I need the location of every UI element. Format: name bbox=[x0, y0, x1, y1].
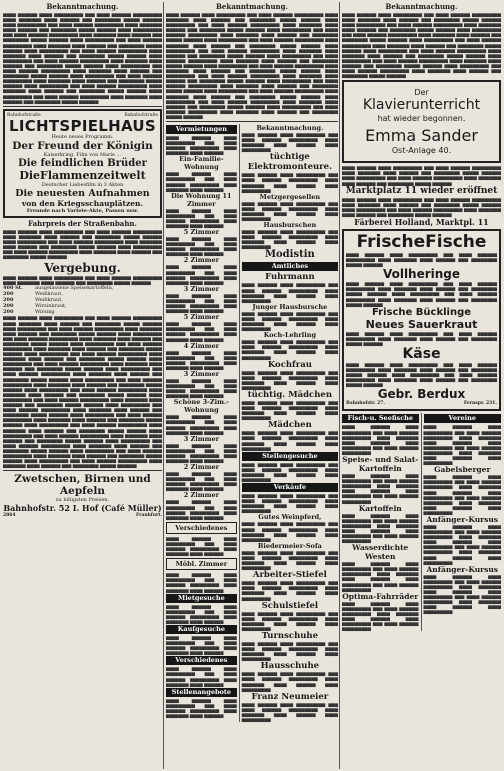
classified-heading: Hausburschen bbox=[263, 221, 317, 230]
classified-body: ▆▆▆▆ ▆▆▆▆▆▆ ▆▆▆▆ ▆▆▆▆▆▆▆▆▆ ▆▆▆ ▆▆▆▆ ▆▆▆▆▆▆ ▆▆▆▆▆▆▆▆▆ ▆▆▆▆ ▆▆▆▆▆▆▆ ▆▆▆▆ ▆▆▆▆▆▆ ▆▆▆▆ ▆▆▆▆▆▆▆▆▆ bbox=[241, 549, 338, 571]
price-qty: 200 bbox=[3, 291, 14, 298]
col3-lower-left bbox=[342, 413, 422, 631]
film3-sub: Deutscher Liebesfilm in 3 Akten bbox=[41, 181, 124, 188]
film4-title: Die neuesten Aufnahmen bbox=[15, 187, 150, 199]
column-rule bbox=[163, 2, 164, 769]
classified-body: ▆▆▆▆ ▆▆▆▆▆▆ ▆▆▆▆ ▆▆▆▆▆▆▆▆▆ ▆▆▆ ▆▆▆▆ ▆▆▆▆▆▆ ▆▆▆▆▆▆▆▆▆ ▆▆▆▆ ▆▆▆▆▆▆▆ ▆▆▆▆ ▆▆▆▆▆▆ ▆▆▆▆ ▆▆▆▆▆▆▆▆▆ bbox=[241, 671, 338, 692]
classified-body: ▆▆▆▆ ▆▆▆▆▆▆ ▆▆▆▆ ▆▆▆▆▆▆▆▆▆ ▆▆▆ ▆▆▆▆ ▆▆▆▆▆▆ ▆▆▆▆▆▆▆▆▆ ▆▆▆▆ ▆▆▆▆▆▆▆ ▆▆▆▆ ▆▆▆▆▆▆ bbox=[166, 603, 237, 624]
col3-ad-body: ▆▆▆▆ ▆▆▆▆▆▆ ▆▆▆▆ ▆▆▆▆▆▆▆▆▆ ▆▆▆ ▆▆▆▆ ▆▆▆▆▆▆ ▆▆▆▆▆▆▆▆▆ ▆▆▆▆ ▆▆▆▆▆▆▆ ▆▆▆▆ ▆▆▆▆▆▆ ▆▆▆▆ ▆▆▆▆▆▆▆▆▆ ▆▆▆ ▆▆▆▆ ▆▆▆▆▆▆ ▆▆▆▆▆▆▆▆▆ bbox=[342, 473, 419, 504]
classified-body: ▆▆▆▆ ▆▆▆▆▆▆ ▆▆▆▆ ▆▆▆▆▆▆▆▆▆ ▆▆▆ ▆▆▆▆ ▆▆▆▆▆▆ ▆▆▆▆▆▆▆▆▆ ▆▆▆▆ ▆▆▆▆▆▆▆ ▆▆▆▆ ▆▆▆▆▆▆ bbox=[166, 666, 237, 687]
fahrpreis-title: Fahrpreis der Straßenbahn. bbox=[28, 218, 137, 228]
classified-heading: Hausschuhe bbox=[260, 661, 320, 672]
classified-body: ▆▆▆▆ ▆▆▆▆▆▆ ▆▆▆▆ ▆▆▆▆▆▆▆▆▆ ▆▆▆ ▆▆▆▆ ▆▆▆▆▆▆ ▆▆▆▆▆▆▆▆▆ ▆▆▆▆ ▆▆▆▆▆▆▆ ▆▆▆▆ ▆▆▆▆▆▆ ▆▆▆▆ ▆▆▆▆▆▆▆▆▆ bbox=[241, 339, 338, 360]
classified-body: ▆▆▆▆ ▆▆▆▆▆▆ ▆▆▆▆ ▆▆▆▆▆▆▆▆▆ ▆▆▆ ▆▆▆▆ ▆▆▆▆▆▆ ▆▆▆▆▆▆▆▆▆ ▆▆▆▆ ▆▆▆▆▆▆▆ ▆▆▆▆ ▆▆▆▆▆▆ bbox=[166, 292, 237, 314]
price-item: Weißkraut, bbox=[35, 297, 63, 304]
classified-body: ▆▆▆▆ ▆▆▆▆▆▆ ▆▆▆▆ ▆▆▆▆▆▆▆▆▆ ▆▆▆ ▆▆▆▆ ▆▆▆▆▆▆ ▆▆▆▆▆▆▆▆▆ ▆▆▆▆ ▆▆▆▆▆▆▆ ▆▆▆▆ ▆▆▆▆▆▆ ▆▆▆▆ ▆▆▆▆▆▆▆▆▆ bbox=[241, 640, 338, 662]
ff-kaese: Käse bbox=[402, 346, 441, 362]
ff-gebr: Gebr. Berdux bbox=[377, 387, 466, 402]
faerberei-body: ▆▆▆▆ ▆▆▆▆▆▆ ▆▆▆▆ ▆▆▆▆▆▆▆▆▆ ▆▆▆ ▆▆▆▆ ▆▆▆▆▆▆ ▆▆▆▆▆▆▆▆▆ ▆▆▆▆ ▆▆▆▆▆▆▆ ▆▆▆▆ ▆▆▆▆▆▆ ▆▆▆ ▆▆▆▆▆▆▆▆ ▆▆▆▆▆ ▆▆▆▆▆▆ ▆▆▆▆ ▆▆▆▆▆▆▆▆▆ ▆▆▆ ▆▆▆▆ ▆▆▆▆▆▆ ▆▆▆▆▆▆▆▆▆ ▆▆▆▆ ▆▆▆▆▆▆▆ ▆▆▆▆ ▆▆▆▆▆▆ ▆▆▆ ▆▆▆▆▆▆▆▆ ▆▆▆▆▆ ▆▆▆▆▆▆ bbox=[342, 196, 501, 217]
classified-heading: Biedermeier-Sofa bbox=[257, 541, 322, 550]
classified-heading: Schulstiefel bbox=[261, 600, 319, 611]
classified-heading: Franz Neumeier bbox=[251, 691, 329, 702]
classified-body: ▆▆▆▆ ▆▆▆▆▆▆ ▆▆▆▆ ▆▆▆▆▆▆▆▆▆ ▆▆▆ ▆▆▆▆ ▆▆▆▆▆▆ ▆▆▆▆▆▆▆▆▆ ▆▆▆▆ ▆▆▆▆▆▆▆ ▆▆▆▆ ▆▆▆▆▆▆ ▆▆▆▆ ▆▆▆▆▆▆▆▆▆ bbox=[241, 200, 338, 221]
classified-heading: 3 Zimmer bbox=[183, 369, 220, 378]
classified-heading: 2 Zimmer bbox=[183, 491, 220, 500]
col3-ad-body: ▆▆▆▆ ▆▆▆▆▆▆ ▆▆▆▆ ▆▆▆▆▆▆▆▆▆ ▆▆▆ ▆▆▆▆ ▆▆▆▆▆▆ ▆▆▆▆▆▆▆▆▆ ▆▆▆▆ ▆▆▆▆▆▆▆ ▆▆▆▆ ▆▆▆▆▆▆ ▆▆▆▆ ▆▆▆▆▆▆▆▆▆ ▆▆▆ ▆▆▆▆ ▆▆▆▆▆▆ ▆▆▆▆▆▆▆▆▆ bbox=[342, 561, 419, 592]
column-rule bbox=[339, 2, 340, 769]
price-item: Weißkraut, bbox=[35, 291, 63, 298]
lich-footer: Freunde nach Variete-Akte, Passen usw. bbox=[26, 207, 139, 214]
classified-body: ▆▆▆▆ ▆▆▆▆▆▆ ▆▆▆▆ ▆▆▆▆▆▆▆▆▆ ▆▆▆ ▆▆▆▆ ▆▆▆▆▆▆ ▆▆▆▆▆▆▆▆▆ ▆▆▆▆ ▆▆▆▆▆▆▆ ▆▆▆▆ ▆▆▆▆▆▆ bbox=[166, 572, 237, 593]
price-item: ausgelassene Speisekartoffeln, bbox=[35, 285, 114, 292]
classified-heading: Bekanntmachung. bbox=[256, 123, 324, 132]
col3-verein-body: ▆▆▆▆ ▆▆▆▆▆▆ ▆▆▆▆ ▆▆▆▆▆▆▆▆▆ ▆▆▆ ▆▆▆▆ ▆▆▆▆▆▆ ▆▆▆▆▆▆▆▆▆ ▆▆▆▆ ▆▆▆▆▆▆▆ ▆▆▆▆ ▆▆▆▆▆▆ ▆▆▆▆ ▆▆▆▆▆▆▆▆▆ ▆▆▆ ▆▆▆▆ ▆▆▆▆▆▆ ▆▆▆▆▆▆▆▆▆ ▆▆▆▆ ▆▆▆▆▆▆▆ ▆▆▆▆ ▆▆▆▆▆▆ ▆▆▆▆ ▆▆▆▆▆▆▆▆▆ bbox=[423, 523, 501, 565]
classified-body: ▆▆▆▆ ▆▆▆▆▆▆ ▆▆▆▆ ▆▆▆▆▆▆▆▆▆ ▆▆▆ ▆▆▆▆ ▆▆▆▆▆▆ ▆▆▆▆▆▆▆▆▆ ▆▆▆▆ ▆▆▆▆▆▆▆ ▆▆▆▆ ▆▆▆▆▆▆ bbox=[166, 634, 237, 656]
bottom-ad-sub: zu billigsten Preisen. bbox=[55, 497, 110, 504]
col2-notice-body: ▆▆▆▆ ▆▆▆▆▆▆ ▆▆▆▆ ▆▆▆▆▆▆▆▆▆ ▆▆▆ ▆▆▆▆ ▆▆▆▆▆▆ ▆▆▆▆▆▆▆▆▆ ▆▆▆▆ ▆▆▆▆▆▆▆ ▆▆▆▆ ▆▆▆▆▆▆ ▆▆▆ ▆▆▆▆▆▆▆▆ ▆▆▆▆▆ ▆▆▆▆▆▆ ▆▆▆▆ ▆▆▆▆▆▆▆▆▆ ▆▆▆ ▆▆▆▆ ▆▆▆▆▆▆ ▆▆▆▆▆▆▆▆▆ ▆▆▆▆ ▆▆▆▆▆▆▆ ▆▆▆▆ ▆▆▆▆▆▆ ▆▆▆ ▆▆▆▆▆▆▆▆ ▆▆▆▆▆ ▆▆▆▆▆▆ ▆▆▆▆ ▆▆▆▆▆▆▆▆▆ ▆▆▆ ▆▆▆▆ ▆▆▆▆▆▆ ▆▆▆▆▆▆▆▆▆ ▆▆▆▆ ▆▆▆▆▆▆▆ ▆▆▆▆ ▆▆▆▆▆▆ ▆▆▆ ▆▆▆▆▆▆▆▆ ▆▆▆▆▆ ▆▆▆▆▆▆ ▆▆▆▆ ▆▆▆▆▆▆▆▆▆ ▆▆▆ ▆▆▆▆ ▆▆▆▆▆▆ ▆▆▆▆▆▆▆▆▆ ▆▆▆▆ ▆▆▆▆▆▆▆ ▆▆▆▆ ▆▆▆▆▆▆ ▆▆▆ ▆▆▆▆▆▆▆▆ ▆▆▆▆▆ ▆▆▆▆▆▆ ▆▆▆▆ ▆▆▆▆▆▆▆▆▆ ▆▆▆ ▆▆▆▆ ▆▆▆▆▆▆ ▆▆▆▆▆▆▆▆▆ ▆▆▆▆ ▆▆▆▆▆▆▆ ▆▆▆▆ ▆▆▆▆▆▆ ▆▆▆ ▆▆▆▆▆▆▆▆ ▆▆▆▆▆ ▆▆▆▆▆▆ ▆▆▆▆ ▆▆▆▆▆▆▆▆▆ ▆▆▆ ▆▆▆▆ ▆▆▆▆▆▆ ▆▆▆▆▆▆▆▆▆ ▆▆▆▆ ▆▆▆▆▆▆▆ ▆▆▆▆ ▆▆▆▆▆▆ ▆▆▆ ▆▆▆▆▆▆▆▆ ▆▆▆▆▆ ▆▆▆▆▆▆ ▆▆▆▆ ▆▆▆▆▆▆▆▆▆ ▆▆▆ ▆▆▆▆ ▆▆▆▆▆▆ ▆▆▆▆▆▆▆▆▆ ▆▆▆▆ ▆▆▆▆▆▆▆ ▆▆▆▆ ▆▆▆▆▆▆ ▆▆▆ ▆▆▆▆▆▆▆▆ ▆▆▆▆▆ ▆▆▆▆▆▆ ▆▆▆▆ ▆▆▆▆▆▆▆▆▆ ▆▆▆ ▆▆▆▆ ▆▆▆▆▆▆ ▆▆▆▆▆▆▆▆▆ ▆▆▆▆ ▆▆▆▆▆▆▆ ▆▆▆▆ ▆▆▆▆▆▆ ▆▆▆ ▆▆▆▆▆▆▆▆ ▆▆▆▆▆ ▆▆▆▆▆▆ ▆▆▆▆ ▆▆▆▆▆▆▆▆▆ ▆▆▆ ▆▆▆▆ ▆▆▆▆▆▆ ▆▆▆▆▆▆▆▆▆ ▆▆▆▆ ▆▆▆▆▆▆▆ ▆▆▆▆ ▆▆▆▆▆▆ ▆▆▆ ▆▆▆▆▆▆▆▆ ▆▆▆▆▆ ▆▆▆▆▆▆ ▆▆▆▆ ▆▆▆▆▆▆▆▆▆ ▆▆▆ ▆▆▆▆ ▆▆▆▆▆▆ ▆▆▆▆▆▆▆▆▆ ▆▆▆▆ ▆▆▆▆▆▆▆ ▆▆▆▆ ▆▆▆▆▆▆ ▆▆▆ ▆▆▆▆▆▆▆▆ ▆▆▆▆▆ ▆▆▆▆▆▆ ▆▆▆▆ ▆▆▆▆▆▆▆▆▆ ▆▆▆ ▆▆▆▆ ▆▆▆▆▆▆ ▆▆▆▆▆▆▆▆▆ ▆▆▆▆ ▆▆▆▆▆▆▆ ▆▆▆▆ ▆▆▆▆▆▆ ▆▆▆ ▆▆▆▆▆▆▆▆ ▆▆▆▆▆ ▆▆▆▆▆▆ ▆▆▆▆ ▆▆▆▆▆▆▆▆▆ ▆▆▆ ▆▆▆▆ ▆▆▆▆▆▆ ▆▆▆▆▆▆▆▆▆ ▆▆▆▆ ▆▆▆▆▆▆▆ ▆▆▆▆ ▆▆▆▆▆▆ ▆▆▆ ▆▆▆▆▆▆▆▆ ▆▆▆▆▆ ▆▆▆▆▆▆ bbox=[166, 12, 338, 119]
bottom-address: Bahnhofstr. 52 I. Hof (Café Müller) bbox=[3, 503, 162, 514]
price-qty: 200 bbox=[3, 303, 14, 310]
classified-heading: 4 Zimmer bbox=[183, 341, 220, 350]
classified-body: ▆▆▆▆ ▆▆▆▆▆▆ ▆▆▆▆ ▆▆▆▆▆▆▆▆▆ ▆▆▆ ▆▆▆▆ ▆▆▆▆▆▆ ▆▆▆▆▆▆▆▆▆ ▆▆▆▆ ▆▆▆▆▆▆▆ ▆▆▆▆ ▆▆▆▆▆▆ ▆▆▆▆ ▆▆▆▆▆▆▆▆▆ bbox=[241, 310, 338, 332]
col3-verein-body: ▆▆▆▆ ▆▆▆▆▆▆ ▆▆▆▆ ▆▆▆▆▆▆▆▆▆ ▆▆▆ ▆▆▆▆ ▆▆▆▆▆▆ ▆▆▆▆▆▆▆▆▆ ▆▆▆▆ ▆▆▆▆▆▆▆ ▆▆▆▆ ▆▆▆▆▆▆ ▆▆▆▆ ▆▆▆▆▆▆▆▆▆ ▆▆▆ ▆▆▆▆ ▆▆▆▆▆▆ ▆▆▆▆▆▆▆▆▆ ▆▆▆▆ ▆▆▆▆▆▆▆ ▆▆▆▆ ▆▆▆▆▆▆ ▆▆▆▆ ▆▆▆▆▆▆▆▆▆ bbox=[423, 424, 501, 466]
col3-verein-heading: Anfänger-Kursus bbox=[426, 564, 499, 574]
classified-heading: Mädchen bbox=[267, 420, 312, 431]
classified-body: ▆▆▆▆ ▆▆▆▆▆▆ ▆▆▆▆ ▆▆▆▆▆▆▆▆▆ ▆▆▆ ▆▆▆▆ ▆▆▆▆▆▆ ▆▆▆▆▆▆▆▆▆ ▆▆▆▆ ▆▆▆▆▆▆▆ ▆▆▆▆ ▆▆▆▆▆▆ bbox=[166, 264, 237, 285]
col3-ad-heading: Kartoffeln bbox=[358, 503, 402, 513]
classified-heading: Kochfrau bbox=[267, 359, 312, 370]
col3-ad-body: ▆▆▆▆ ▆▆▆▆▆▆ ▆▆▆▆ ▆▆▆▆▆▆▆▆▆ ▆▆▆ ▆▆▆▆ ▆▆▆▆▆▆ ▆▆▆▆▆▆▆▆▆ ▆▆▆▆ ▆▆▆▆▆▆▆ ▆▆▆▆ ▆▆▆▆▆▆ ▆▆▆▆ ▆▆▆▆▆▆▆▆▆ ▆▆▆ ▆▆▆▆ ▆▆▆▆▆▆ ▆▆▆▆▆▆▆▆▆ bbox=[342, 600, 419, 632]
classified-body: ▆▆▆▆ ▆▆▆▆▆▆ ▆▆▆▆ ▆▆▆▆▆▆▆▆▆ ▆▆▆ ▆▆▆▆ ▆▆▆▆▆▆ ▆▆▆▆▆▆▆▆▆ ▆▆▆▆ ▆▆▆▆▆▆▆ ▆▆▆▆ ▆▆▆▆▆▆ ▆▆▆▆ ▆▆▆▆▆▆▆▆▆ bbox=[241, 521, 338, 542]
classified-heading: Verschiedenes bbox=[166, 522, 237, 534]
col3-lower bbox=[342, 413, 501, 631]
klavier-der: Der bbox=[414, 88, 429, 98]
classified-body: ▆▆▆▆ ▆▆▆▆▆▆ ▆▆▆▆ ▆▆▆▆▆▆▆▆▆ ▆▆▆ ▆▆▆▆ ▆▆▆▆▆▆ ▆▆▆▆▆▆▆▆▆ ▆▆▆▆ ▆▆▆▆▆▆▆ ▆▆▆▆ ▆▆▆▆▆▆ ▆▆▆▆ ▆▆▆▆▆▆▆▆▆ bbox=[241, 701, 338, 722]
col3-verein-heading: Vereine bbox=[424, 414, 501, 423]
classified-body: ▆▆▆▆ ▆▆▆▆▆▆ ▆▆▆▆ ▆▆▆▆▆▆▆▆▆ ▆▆▆ ▆▆▆▆ ▆▆▆▆▆▆ ▆▆▆▆▆▆▆▆▆ ▆▆▆▆ ▆▆▆▆▆▆▆ ▆▆▆▆ ▆▆▆▆▆▆ ▆▆▆▆ ▆▆▆▆▆▆▆▆▆ bbox=[241, 131, 338, 153]
klavier-addr: Ost-Anlage 40. bbox=[391, 146, 452, 156]
klavier-name: Emma Sander bbox=[365, 126, 478, 146]
price-qty: 200 bbox=[3, 297, 14, 304]
ff-addr: Bahnhofstr. 27. bbox=[346, 401, 386, 407]
notice-body: ▆▆▆▆ ▆▆▆▆▆▆ ▆▆▆▆ ▆▆▆▆▆▆▆▆▆ ▆▆▆ ▆▆▆▆ ▆▆▆▆▆▆ ▆▆▆▆▆▆▆▆▆ ▆▆▆▆ ▆▆▆▆▆▆▆ ▆▆▆▆ ▆▆▆▆▆▆ ▆▆▆ ▆▆▆▆▆▆▆▆ ▆▆▆▆▆ ▆▆▆▆▆▆ ▆▆▆▆ ▆▆▆▆▆▆▆▆▆ ▆▆▆ ▆▆▆▆ ▆▆▆▆▆▆ ▆▆▆▆▆▆▆▆▆ ▆▆▆▆ ▆▆▆▆▆▆▆ ▆▆▆▆ ▆▆▆▆▆▆ ▆▆▆ ▆▆▆▆▆▆▆▆ ▆▆▆▆▆ ▆▆▆▆▆▆ ▆▆▆▆ ▆▆▆▆▆▆▆▆▆ ▆▆▆ ▆▆▆▆ ▆▆▆▆▆▆ ▆▆▆▆▆▆▆▆▆ ▆▆▆▆ ▆▆▆▆▆▆▆ ▆▆▆▆ ▆▆▆▆▆▆ ▆▆▆ ▆▆▆▆▆▆▆▆ ▆▆▆▆▆ ▆▆▆▆▆▆ ▆▆▆▆ ▆▆▆▆▆▆▆▆▆ ▆▆▆ ▆▆▆▆ ▆▆▆▆▆▆ ▆▆▆▆▆▆▆▆▆ ▆▆▆▆ ▆▆▆▆▆▆▆ ▆▆▆▆ ▆▆▆▆▆▆ ▆▆▆ ▆▆▆▆▆▆▆▆ ▆▆▆▆▆ ▆▆▆▆▆▆ ▆▆▆▆ ▆▆▆▆▆▆▆▆▆ ▆▆▆ ▆▆▆▆ ▆▆▆▆▆▆ ▆▆▆▆▆▆▆▆▆ ▆▆▆▆ ▆▆▆▆▆▆▆ ▆▆▆▆ ▆▆▆▆▆▆ ▆▆▆ ▆▆▆▆▆▆▆▆ ▆▆▆▆▆ ▆▆▆▆▆▆ ▆▆▆▆ ▆▆▆▆▆▆▆▆▆ ▆▆▆ ▆▆▆▆ ▆▆▆▆▆▆ ▆▆▆▆▆▆▆▆▆ ▆▆▆▆ ▆▆▆▆▆▆▆ ▆▆▆▆ ▆▆▆▆▆▆ ▆▆▆ ▆▆▆▆▆▆▆▆ ▆▆▆▆▆ ▆▆▆▆▆▆ ▆▆▆▆ ▆▆▆▆▆▆▆▆▆ ▆▆▆ ▆▆▆▆ ▆▆▆▆▆▆ ▆▆▆▆▆▆▆▆▆ ▆▆▆▆ ▆▆▆▆▆▆▆ ▆▆▆▆ ▆▆▆▆▆▆ ▆▆▆ ▆▆▆▆▆▆▆▆ ▆▆▆▆▆ ▆▆▆▆▆▆ ▆▆▆▆ ▆▆▆▆▆▆▆▆▆ ▆▆▆ ▆▆▆▆ ▆▆▆▆▆▆ ▆▆▆▆▆▆▆▆▆ ▆▆▆▆ ▆▆▆▆▆▆▆ ▆▆▆▆ ▆▆▆▆▆▆ ▆▆▆ ▆▆▆▆▆▆▆▆ ▆▆▆▆▆ ▆▆▆▆▆▆ ▆▆▆▆ ▆▆▆▆▆▆▆▆▆ ▆▆▆ ▆▆▆▆ ▆▆▆▆▆▆ ▆▆▆▆▆▆▆▆▆ ▆▆▆▆ ▆▆▆▆▆▆▆ ▆▆▆▆ ▆▆▆▆▆▆ ▆▆▆ ▆▆▆▆▆▆▆▆ ▆▆▆▆▆ ▆▆▆▆▆▆ ▆▆▆▆ ▆▆▆▆▆▆▆▆▆ ▆▆▆ ▆▆▆▆ ▆▆▆▆▆▆ ▆▆▆▆▆▆▆▆▆ ▆▆▆▆ ▆▆▆▆▆▆▆ ▆▆▆▆ ▆▆▆▆▆▆ ▆▆▆ ▆▆▆▆▆▆▆▆ ▆▆▆▆▆ ▆▆▆▆▆▆ bbox=[3, 12, 162, 104]
classified-heading: Gutes Weinpferd, bbox=[258, 513, 322, 522]
fahrpreis-body: ▆▆▆▆ ▆▆▆▆▆▆ ▆▆▆▆ ▆▆▆▆▆▆▆▆▆ ▆▆▆ ▆▆▆▆ ▆▆▆▆▆▆ ▆▆▆▆▆▆▆▆▆ ▆▆▆▆ ▆▆▆▆▆▆▆ ▆▆▆▆ ▆▆▆▆▆▆ ▆▆▆ ▆▆▆▆▆▆▆▆ ▆▆▆▆▆ ▆▆▆▆▆▆ ▆▆▆▆ ▆▆▆▆▆▆▆▆▆ ▆▆▆ ▆▆▆▆ ▆▆▆▆▆▆ ▆▆▆▆▆▆▆▆▆ ▆▆▆▆ ▆▆▆▆▆▆▆ ▆▆▆▆ ▆▆▆▆▆▆ ▆▆▆ ▆▆▆▆▆▆▆▆ ▆▆▆▆▆ ▆▆▆▆▆▆ ▆▆▆▆ ▆▆▆▆▆▆▆▆▆ ▆▆▆ ▆▆▆▆ ▆▆▆▆▆▆ ▆▆▆▆▆▆▆▆▆ ▆▆▆▆ ▆▆▆▆▆▆▆ ▆▆▆▆ ▆▆▆▆▆▆ ▆▆▆ ▆▆▆▆▆▆▆▆ ▆▆▆▆▆ ▆▆▆▆▆▆ bbox=[3, 228, 162, 260]
classified-heading: 2 Zimmer bbox=[183, 463, 220, 472]
classified-heading: Kaufgesuche bbox=[166, 625, 237, 634]
classified-body: ▆▆▆▆ ▆▆▆▆▆▆ ▆▆▆▆ ▆▆▆▆▆▆▆▆▆ ▆▆▆ ▆▆▆▆ ▆▆▆▆▆▆ ▆▆▆▆▆▆▆▆▆ ▆▆▆▆ ▆▆▆▆▆▆▆ ▆▆▆▆ ▆▆▆▆▆▆ ▆▆▆▆ ▆▆▆▆▆▆▆▆▆ bbox=[241, 493, 338, 514]
classified-heading: 3 Zimmer bbox=[183, 284, 220, 293]
col3-lower-right bbox=[422, 413, 501, 631]
classified-heading: Fuhrmann bbox=[265, 272, 315, 283]
classified-heading: Verschiedenes bbox=[166, 656, 237, 665]
price-list bbox=[3, 285, 162, 315]
classifieds bbox=[166, 124, 338, 722]
classified-body: ▆▆▆▆ ▆▆▆▆▆▆ ▆▆▆▆ ▆▆▆▆▆▆▆▆▆ ▆▆▆ ▆▆▆▆ ▆▆▆▆▆▆ ▆▆▆▆▆▆▆▆▆ ▆▆▆▆ ▆▆▆▆▆▆▆ ▆▆▆▆ ▆▆▆▆▆▆ ▆▆▆▆ ▆▆▆▆▆▆▆▆▆ bbox=[241, 610, 338, 631]
classified-body: ▆▆▆▆ ▆▆▆▆▆▆ ▆▆▆▆ ▆▆▆▆▆▆▆▆▆ ▆▆▆ ▆▆▆▆ ▆▆▆▆▆▆ ▆▆▆▆▆▆▆▆▆ ▆▆▆▆ ▆▆▆▆▆▆▆ ▆▆▆▆ ▆▆▆▆▆▆ bbox=[166, 134, 237, 156]
classified-heading: Stellenangebote bbox=[166, 688, 237, 697]
classified-heading: tüchtig. Mädchen bbox=[247, 389, 333, 400]
film1-title: Der Freund der Königin bbox=[12, 139, 153, 152]
bottom-ad-title: Zwetschen, Birnen und Aepfeln bbox=[14, 473, 151, 498]
col3-ad-body: ▆▆▆▆ ▆▆▆▆▆▆ ▆▆▆▆ ▆▆▆▆▆▆▆▆▆ ▆▆▆ ▆▆▆▆ ▆▆▆▆▆▆ ▆▆▆▆▆▆▆▆▆ ▆▆▆▆ ▆▆▆▆▆▆▆ ▆▆▆▆ ▆▆▆▆▆▆ ▆▆▆▆ ▆▆▆▆▆▆▆▆▆ ▆▆▆ ▆▆▆▆ ▆▆▆▆▆▆ ▆▆▆▆▆▆▆▆▆ bbox=[342, 424, 419, 455]
classifieds-right bbox=[240, 124, 338, 722]
classified-heading: Metzgergesellen bbox=[259, 192, 321, 201]
classified-body: ▆▆▆▆ ▆▆▆▆▆▆ ▆▆▆▆ ▆▆▆▆▆▆▆▆▆ ▆▆▆ ▆▆▆▆ ▆▆▆▆▆▆ ▆▆▆▆▆▆▆▆▆ ▆▆▆▆ ▆▆▆▆▆▆▆ ▆▆▆▆ ▆▆▆▆▆▆ ▆▆▆▆ ▆▆▆▆▆▆▆▆▆ bbox=[241, 369, 338, 390]
price-item: Wirsing bbox=[35, 309, 55, 316]
ff-buecklinge: Frische Bücklinge bbox=[371, 306, 472, 318]
col3-top-body: ▆▆▆▆ ▆▆▆▆▆▆ ▆▆▆▆ ▆▆▆▆▆▆▆▆▆ ▆▆▆ ▆▆▆▆ ▆▆▆▆▆▆ ▆▆▆▆▆▆▆▆▆ ▆▆▆▆ ▆▆▆▆▆▆▆ ▆▆▆▆ ▆▆▆▆▆▆ ▆▆▆ ▆▆▆▆▆▆▆▆ ▆▆▆▆▆ ▆▆▆▆▆▆ ▆▆▆▆ ▆▆▆▆▆▆▆▆▆ ▆▆▆ ▆▆▆▆ ▆▆▆▆▆▆ ▆▆▆▆▆▆▆▆▆ ▆▆▆▆ ▆▆▆▆▆▆▆ ▆▆▆▆ ▆▆▆▆▆▆ ▆▆▆ ▆▆▆▆▆▆▆▆ ▆▆▆▆▆ ▆▆▆▆▆▆ ▆▆▆▆ ▆▆▆▆▆▆▆▆▆ ▆▆▆ ▆▆▆▆ ▆▆▆▆▆▆ ▆▆▆▆▆▆▆▆▆ ▆▆▆▆ ▆▆▆▆▆▆▆ ▆▆▆▆ ▆▆▆▆▆▆ ▆▆▆ ▆▆▆▆▆▆▆▆ ▆▆▆▆▆ ▆▆▆▆▆▆ ▆▆▆▆ ▆▆▆▆▆▆▆▆▆ ▆▆▆ ▆▆▆▆ ▆▆▆▆▆▆ ▆▆▆▆▆▆▆▆▆ ▆▆▆▆ ▆▆▆▆▆▆▆ ▆▆▆▆ ▆▆▆▆▆▆ ▆▆▆ ▆▆▆▆▆▆▆▆ ▆▆▆▆▆ ▆▆▆▆▆▆ ▆▆▆▆ ▆▆▆▆▆▆▆▆▆ ▆▆▆ ▆▆▆▆ ▆▆▆▆▆▆ ▆▆▆▆▆▆▆▆▆ ▆▆▆▆ ▆▆▆▆▆▆▆ ▆▆▆▆ ▆▆▆▆▆▆ ▆▆▆ ▆▆▆▆▆▆▆▆ ▆▆▆▆▆ ▆▆▆▆▆▆ ▆▆▆▆ ▆▆▆▆▆▆▆▆▆ ▆▆▆ ▆▆▆▆ ▆▆▆▆▆▆ ▆▆▆▆▆▆▆▆▆ ▆▆▆▆ ▆▆▆▆▆▆▆ ▆▆▆▆ ▆▆▆▆▆▆ ▆▆▆ ▆▆▆▆▆▆▆▆ ▆▆▆▆▆ ▆▆▆▆▆▆ ▆▆▆▆ ▆▆▆▆▆▆▆▆▆ ▆▆▆ ▆▆▆▆ ▆▆▆▆▆▆ ▆▆▆▆▆▆▆▆▆ ▆▆▆▆ ▆▆▆▆▆▆▆ ▆▆▆▆ ▆▆▆▆▆▆ ▆▆▆ ▆▆▆▆▆▆▆▆ ▆▆▆▆▆ ▆▆▆▆▆▆ bbox=[342, 12, 501, 79]
column-3 bbox=[342, 2, 501, 769]
marktplatz-body: ▆▆▆▆ ▆▆▆▆▆▆ ▆▆▆▆ ▆▆▆▆▆▆▆▆▆ ▆▆▆ ▆▆▆▆ ▆▆▆▆▆▆ ▆▆▆▆▆▆▆▆▆ ▆▆▆▆ ▆▆▆▆▆▆▆ ▆▆▆▆ ▆▆▆▆▆▆ ▆▆▆ ▆▆▆▆▆▆▆▆ ▆▆▆▆▆ ▆▆▆▆▆▆ ▆▆▆▆ ▆▆▆▆▆▆▆▆▆ ▆▆▆ ▆▆▆▆ ▆▆▆▆▆▆ ▆▆▆▆▆▆▆▆▆ ▆▆▆▆ ▆▆▆▆▆▆▆ ▆▆▆▆ ▆▆▆▆▆▆ ▆▆▆ ▆▆▆▆▆▆▆▆ ▆▆▆▆▆ ▆▆▆▆▆▆ bbox=[342, 165, 501, 186]
film3-title: DieFlammenzeitwelt bbox=[19, 168, 146, 182]
col3-ad-heading: Speise- und Salat-Kartoffeln bbox=[342, 455, 419, 474]
price-qty: 200 bbox=[3, 309, 14, 316]
marktplatz: Marktplatz 11 wieder eröffnet bbox=[345, 185, 498, 196]
classified-heading: Stellengesuche bbox=[242, 452, 338, 461]
classified-body: ▆▆▆▆ ▆▆▆▆▆▆ ▆▆▆▆ ▆▆▆▆▆▆▆▆▆ ▆▆▆ ▆▆▆▆ ▆▆▆▆▆▆ ▆▆▆▆▆▆▆▆▆ ▆▆▆▆ ▆▆▆▆▆▆▆ ▆▆▆▆ ▆▆▆▆▆▆ bbox=[166, 321, 237, 342]
ff-sauerkraut: Neues Sauerkraut bbox=[365, 317, 478, 331]
classified-heading: Turnschuhe bbox=[261, 630, 319, 641]
classified-heading: 5 Zimmer bbox=[183, 313, 220, 322]
classified-body: ▆▆▆▆ ▆▆▆▆▆▆ ▆▆▆▆ ▆▆▆▆▆▆▆▆▆ ▆▆▆ ▆▆▆▆ ▆▆▆▆▆▆ ▆▆▆▆▆▆▆▆▆ ▆▆▆▆ ▆▆▆▆▆▆▆ ▆▆▆▆ ▆▆▆▆▆▆ bbox=[166, 499, 237, 520]
classified-body: ▆▆▆▆ ▆▆▆▆▆▆ ▆▆▆▆ ▆▆▆▆▆▆▆▆▆ ▆▆▆ ▆▆▆▆ ▆▆▆▆▆▆ ▆▆▆▆▆▆▆▆▆ ▆▆▆▆ ▆▆▆▆▆▆▆ ▆▆▆▆ ▆▆▆▆▆▆ bbox=[166, 442, 237, 463]
notice-title: Bekanntmachung. bbox=[46, 2, 119, 11]
left-address: Bahnhofstraße bbox=[7, 112, 41, 118]
classified-heading: Möbl. Zimmer bbox=[166, 558, 237, 570]
faerberei: Färberei Holland, Marktpl. 11 bbox=[354, 216, 489, 227]
classified-heading: tüchtige Elektromonteure. bbox=[247, 152, 333, 173]
classified-heading: Die Wohnung 11 Zimmer bbox=[171, 191, 232, 208]
classified-heading: Verkäufe bbox=[242, 483, 338, 492]
col2-notice-title: Bekanntmachung. bbox=[216, 2, 288, 11]
col3-top-title: Bekanntmachung. bbox=[385, 2, 458, 11]
classified-heading: 5 Zimmer bbox=[183, 228, 220, 237]
film1-sub: Kaiserkrieg. Film von Marie ... bbox=[43, 151, 122, 158]
classified-heading: Ein-Familie-Wohnung bbox=[179, 155, 224, 172]
classified-body: ▆▆▆▆ ▆▆▆▆▆▆ ▆▆▆▆ ▆▆▆▆▆▆▆▆▆ ▆▆▆ ▆▆▆▆ ▆▆▆▆▆▆ ▆▆▆▆▆▆▆▆▆ ▆▆▆▆ ▆▆▆▆▆▆▆ ▆▆▆▆ ▆▆▆▆▆▆ ▆▆▆▆ ▆▆▆▆▆▆▆▆▆ bbox=[241, 229, 338, 250]
lichtspielhaus-ad bbox=[3, 109, 162, 218]
classified-body: ▆▆▆▆ ▆▆▆▆▆▆ ▆▆▆▆ ▆▆▆▆▆▆▆▆▆ ▆▆▆ ▆▆▆▆ ▆▆▆▆▆▆ ▆▆▆▆▆▆▆▆▆ ▆▆▆▆ ▆▆▆▆▆▆▆ ▆▆▆▆ ▆▆▆▆▆▆ bbox=[166, 236, 237, 257]
lichtspielhaus-title: LICHTSPIELHAUS bbox=[8, 116, 156, 135]
col3-verein-body: ▆▆▆▆ ▆▆▆▆▆▆ ▆▆▆▆ ▆▆▆▆▆▆▆▆▆ ▆▆▆ ▆▆▆▆ ▆▆▆▆▆▆ ▆▆▆▆▆▆▆▆▆ ▆▆▆▆ ▆▆▆▆▆▆▆ ▆▆▆▆ ▆▆▆▆▆▆ ▆▆▆▆ ▆▆▆▆▆▆▆▆▆ ▆▆▆ ▆▆▆▆ ▆▆▆▆▆▆ ▆▆▆▆▆▆▆▆▆ ▆▆▆▆ ▆▆▆▆▆▆▆ ▆▆▆▆ ▆▆▆▆▆▆ ▆▆▆▆ ▆▆▆▆▆▆▆▆▆ bbox=[423, 474, 501, 515]
film4-sub: von den Kriegsschauplätzen. bbox=[21, 198, 144, 208]
column-2 bbox=[166, 2, 338, 769]
classified-heading: 2 Zimmer bbox=[183, 256, 220, 265]
classified-heading: Vermietungen bbox=[166, 125, 237, 134]
classified-body: ▆▆▆▆ ▆▆▆▆▆▆ ▆▆▆▆ ▆▆▆▆▆▆▆▆▆ ▆▆▆ ▆▆▆▆ ▆▆▆▆▆▆ ▆▆▆▆▆▆▆▆▆ ▆▆▆▆ ▆▆▆▆▆▆▆ ▆▆▆▆ ▆▆▆▆▆▆ bbox=[166, 697, 237, 718]
classifieds-left bbox=[166, 124, 240, 722]
col3-verein-body: ▆▆▆▆ ▆▆▆▆▆▆ ▆▆▆▆ ▆▆▆▆▆▆▆▆▆ ▆▆▆ ▆▆▆▆ ▆▆▆▆▆▆ ▆▆▆▆▆▆▆▆▆ ▆▆▆▆ ▆▆▆▆▆▆▆ ▆▆▆▆ ▆▆▆▆▆▆ ▆▆▆▆ ▆▆▆▆▆▆▆▆▆ ▆▆▆ ▆▆▆▆ ▆▆▆▆▆▆ ▆▆▆▆▆▆▆▆▆ ▆▆▆▆ ▆▆▆▆▆▆▆ ▆▆▆▆ ▆▆▆▆▆▆ ▆▆▆▆ ▆▆▆▆▆▆▆▆▆ bbox=[423, 573, 501, 615]
classified-body: ▆▆▆▆ ▆▆▆▆▆▆ ▆▆▆▆ ▆▆▆▆▆▆▆▆▆ ▆▆▆ ▆▆▆▆ ▆▆▆▆▆▆ ▆▆▆▆▆▆▆▆▆ ▆▆▆▆ ▆▆▆▆▆▆▆ ▆▆▆▆ ▆▆▆▆▆▆ bbox=[166, 377, 237, 399]
col3-verein-heading: Anfänger-Kursus bbox=[426, 514, 499, 524]
ff-phone: Fernspr. 231. bbox=[463, 401, 497, 407]
col3-verein-heading: Gabelsberger bbox=[434, 465, 491, 475]
classified-body: ▆▆▆▆ ▆▆▆▆▆▆ ▆▆▆▆ ▆▆▆▆▆▆▆▆▆ ▆▆▆ ▆▆▆▆ ▆▆▆▆▆▆ ▆▆▆▆▆▆▆▆▆ ▆▆▆▆ ▆▆▆▆▆▆▆ ▆▆▆▆ ▆▆▆▆▆▆ ▆▆▆▆ ▆▆▆▆▆▆▆▆▆ bbox=[241, 172, 338, 193]
column-1 bbox=[3, 2, 162, 769]
col3-ad-heading: Wasserdichte Westen bbox=[352, 543, 409, 562]
classified-body: ▆▆▆▆ ▆▆▆▆▆▆ ▆▆▆▆ ▆▆▆▆▆▆▆▆▆ ▆▆▆ ▆▆▆▆ ▆▆▆▆▆▆ ▆▆▆▆▆▆▆▆▆ ▆▆▆▆ ▆▆▆▆▆▆▆ ▆▆▆▆ ▆▆▆▆▆▆ ▆▆▆▆ ▆▆▆▆▆▆▆▆▆ bbox=[241, 399, 338, 421]
classified-heading: Arbeiter-Stiefel bbox=[252, 570, 327, 581]
vergebung-body: ▆▆▆▆ ▆▆▆▆▆▆ ▆▆▆▆ ▆▆▆▆▆▆▆▆▆ ▆▆▆ ▆▆▆▆ ▆▆▆▆▆▆ ▆▆▆▆▆▆▆▆▆ ▆▆▆▆ ▆▆▆▆▆▆▆ ▆▆▆▆ ▆▆▆▆▆▆ ▆▆▆ ▆▆▆▆▆▆▆▆ ▆▆▆▆▆ ▆▆▆▆▆▆ ▆▆▆▆ ▆▆▆▆▆▆▆▆▆ ▆▆▆ ▆▆▆▆ ▆▆▆▆▆▆ ▆▆▆▆▆▆▆▆▆ ▆▆▆▆ ▆▆▆▆▆▆▆ ▆▆▆▆ ▆▆▆▆▆▆ ▆▆▆ ▆▆▆▆▆▆▆▆ ▆▆▆▆▆ ▆▆▆▆▆▆ ▆▆▆▆ ▆▆▆▆▆▆▆▆▆ ▆▆▆ ▆▆▆▆ ▆▆▆▆▆▆ ▆▆▆▆▆▆▆▆▆ ▆▆▆▆ ▆▆▆▆▆▆▆ ▆▆▆▆ ▆▆▆▆▆▆ ▆▆▆ ▆▆▆▆▆▆▆▆ ▆▆▆▆▆ ▆▆▆▆▆▆ ▆▆▆▆ ▆▆▆▆▆▆▆▆▆ ▆▆▆ ▆▆▆▆ ▆▆▆▆▆▆ ▆▆▆▆▆▆▆▆▆ ▆▆▆▆ ▆▆▆▆▆▆▆ ▆▆▆▆ ▆▆▆▆▆▆ ▆▆▆ ▆▆▆▆▆▆▆▆ ▆▆▆▆▆ ▆▆▆▆▆▆ ▆▆▆▆ ▆▆▆▆▆▆▆▆▆ ▆▆▆ ▆▆▆▆ ▆▆▆▆▆▆ ▆▆▆▆▆▆▆▆▆ ▆▆▆▆ ▆▆▆▆▆▆▆ ▆▆▆▆ ▆▆▆▆▆▆ ▆▆▆ ▆▆▆▆▆▆▆▆ ▆▆▆▆▆ ▆▆▆▆▆▆ ▆▆▆▆ ▆▆▆▆▆▆▆▆▆ ▆▆▆ ▆▆▆▆ ▆▆▆▆▆▆ ▆▆▆▆▆▆▆▆▆ ▆▆▆▆ ▆▆▆▆▆▆▆ ▆▆▆▆ ▆▆▆▆▆▆ ▆▆▆ ▆▆▆▆▆▆▆▆ ▆▆▆▆▆ ▆▆▆▆▆▆ ▆▆▆▆ ▆▆▆▆▆▆▆▆▆ ▆▆▆ ▆▆▆▆ ▆▆▆▆▆▆ ▆▆▆▆▆▆▆▆▆ ▆▆▆▆ ▆▆▆▆▆▆▆ ▆▆▆▆ ▆▆▆▆▆▆ ▆▆▆ ▆▆▆▆▆▆▆▆ ▆▆▆▆▆ ▆▆▆▆▆▆ ▆▆▆▆ ▆▆▆▆▆▆▆▆▆ ▆▆▆ ▆▆▆▆ ▆▆▆▆▆▆ ▆▆▆▆▆▆▆▆▆ ▆▆▆▆ ▆▆▆▆▆▆▆ ▆▆▆▆ ▆▆▆▆▆▆ ▆▆▆ ▆▆▆▆▆▆▆▆ ▆▆▆▆▆ ▆▆▆▆▆▆ ▆▆▆▆ ▆▆▆▆▆▆▆▆▆ ▆▆▆ ▆▆▆▆ ▆▆▆▆▆▆ ▆▆▆▆▆▆▆▆▆ ▆▆▆▆ ▆▆▆▆▆▆▆ ▆▆▆▆ ▆▆▆▆▆▆ ▆▆▆ ▆▆▆▆▆▆▆▆ ▆▆▆▆▆ ▆▆▆▆▆▆ ▆▆▆▆ ▆▆▆▆▆▆▆▆▆ ▆▆▆ ▆▆▆▆ ▆▆▆▆▆▆ ▆▆▆▆▆▆▆▆▆ ▆▆▆▆ ▆▆▆▆▆▆▆ ▆▆▆▆ ▆▆▆▆▆▆ ▆▆▆ ▆▆▆▆▆▆▆▆ ▆▆▆▆▆ ▆▆▆▆▆▆ ▆▆▆▆ ▆▆▆▆▆▆▆▆▆ ▆▆▆ ▆▆▆▆ ▆▆▆▆▆▆ ▆▆▆▆▆▆▆▆▆ ▆▆▆▆ ▆▆▆▆▆▆▆ ▆▆▆▆ ▆▆▆▆▆▆ ▆▆▆ ▆▆▆▆▆▆▆▆ ▆▆▆▆▆ ▆▆▆▆▆▆ ▆▆▆▆ ▆▆▆▆▆▆▆▆▆ ▆▆▆ ▆▆▆▆ ▆▆▆▆▆▆ ▆▆▆▆▆▆▆▆▆ ▆▆▆▆ ▆▆▆▆▆▆▆ ▆▆▆▆ ▆▆▆▆▆▆ ▆▆▆ ▆▆▆▆▆▆▆▆ ▆▆▆▆▆ ▆▆▆▆▆▆ ▆▆▆▆ ▆▆▆▆▆▆▆▆▆ ▆▆▆ ▆▆▆▆ ▆▆▆▆▆▆ ▆▆▆▆▆▆▆▆▆ ▆▆▆▆ ▆▆▆▆▆▆▆ ▆▆▆▆ ▆▆▆▆▆▆ ▆▆▆ ▆▆▆▆▆▆▆▆ ▆▆▆▆▆ ▆▆▆▆▆▆ ▆▆▆▆ ▆▆▆▆▆▆▆▆▆ ▆▆▆ ▆▆▆▆ ▆▆▆▆▆▆ ▆▆▆▆▆▆▆▆▆ ▆▆▆▆ ▆▆▆▆▆▆▆ ▆▆▆▆ ▆▆▆▆▆▆ ▆▆▆ ▆▆▆▆▆▆▆▆ ▆▆▆▆▆ ▆▆▆▆▆▆ ▆▆▆▆ ▆▆▆▆▆▆▆▆▆ ▆▆▆ ▆▆▆▆ ▆▆▆▆▆▆ ▆▆▆▆▆▆▆▆▆ ▆▆▆▆ ▆▆▆▆▆▆▆ ▆▆▆▆ ▆▆▆▆▆▆ ▆▆▆ ▆▆▆▆▆▆▆▆ ▆▆▆▆▆ ▆▆▆▆▆▆ ▆▆▆▆ ▆▆▆▆▆▆▆▆▆ ▆▆▆ ▆▆▆▆ ▆▆▆▆▆▆ ▆▆▆▆▆▆▆▆▆ ▆▆▆▆ ▆▆▆▆▆▆▆ ▆▆▆▆ ▆▆▆▆▆▆ ▆▆▆ ▆▆▆▆▆▆▆▆ ▆▆▆▆▆ ▆▆▆▆▆▆ ▆▆▆▆ ▆▆▆▆▆▆▆▆▆ ▆▆▆ ▆▆▆▆ ▆▆▆▆▆▆ ▆▆▆▆▆▆▆▆▆ ▆▆▆▆ ▆▆▆▆▆▆▆ ▆▆▆▆ ▆▆▆▆▆▆ ▆▆▆ ▆▆▆▆▆▆▆▆ ▆▆▆▆▆ ▆▆▆▆▆▆ bbox=[3, 315, 162, 469]
program-label: Heute neues Programm. bbox=[51, 133, 114, 140]
classified-heading: Junger Hausbursche bbox=[252, 302, 328, 311]
klavier-ad bbox=[342, 80, 501, 163]
modistin-heading: Modistin bbox=[264, 249, 315, 261]
bottom-phone: 2864 bbox=[3, 513, 16, 519]
classified-heading: 3 Zimmer bbox=[183, 434, 220, 443]
price-qty: 400 St. bbox=[3, 285, 23, 292]
classified-body: ▆▆▆▆ ▆▆▆▆▆▆ ▆▆▆▆ ▆▆▆▆▆▆▆▆▆ ▆▆▆ ▆▆▆▆ ▆▆▆▆▆▆ ▆▆▆▆▆▆▆▆▆ ▆▆▆▆ ▆▆▆▆▆▆▆ ▆▆▆▆ ▆▆▆▆▆▆ bbox=[166, 414, 237, 435]
frische-fische-ad: FrischeFische ▆▆▆▆ ▆▆▆▆▆▆ ▆▆▆▆ ▆▆▆▆▆▆▆▆▆ ▆▆▆ ▆▆▆▆ ▆▆▆▆▆▆ ▆▆▆▆▆▆▆▆▆ ▆▆▆▆ ▆▆▆▆▆▆▆ ▆▆▆▆ ▆▆▆▆▆▆ ▆▆▆ ▆▆▆▆▆▆▆▆ ▆▆▆▆▆ ▆▆▆▆▆▆ Vollheringe ▆▆▆▆ ▆▆▆▆▆▆ ▆▆▆▆ ▆▆▆▆▆▆▆▆▆ ▆▆▆ ▆▆▆▆ ▆▆▆▆▆▆ ▆▆▆▆▆▆▆▆▆ ▆▆▆▆ ▆▆▆▆▆▆▆ ▆▆▆▆ ▆▆▆▆▆▆ ▆▆▆ ▆▆▆▆▆▆▆▆ ▆▆▆▆▆ ▆▆▆▆▆▆ ▆▆▆▆ ▆▆▆▆▆▆▆▆▆ ▆▆▆ ▆▆▆▆ ▆▆▆▆▆▆ ▆▆▆▆▆▆▆▆▆ ▆▆▆▆ ▆▆▆▆▆▆▆ ▆▆▆▆ ▆▆▆▆▆▆ ▆▆▆ ▆▆▆▆▆▆▆▆ ▆▆▆▆▆ ▆▆▆▆▆▆ Frische Bücklinge Neues Sauerkraut ▆▆▆▆ ▆▆▆▆▆▆ ▆▆▆▆ ▆▆▆▆▆▆▆▆▆ ▆▆▆ ▆▆▆▆ ▆▆▆▆▆▆ ▆▆▆▆▆▆▆▆▆ ▆▆▆▆ ▆▆▆▆▆▆▆ ▆▆▆▆ ▆▆▆▆▆▆ ▆▆▆ ▆▆▆▆▆▆▆▆ ▆▆▆▆▆ ▆▆▆▆▆▆ Käse ▆▆▆▆ ▆▆▆▆▆▆ ▆▆▆▆ ▆▆▆▆▆▆▆▆▆ ▆▆▆ ▆▆▆▆ ▆▆▆▆▆▆ ▆▆▆▆▆▆▆▆▆ ▆▆▆▆ ▆▆▆▆▆▆▆ ▆▆▆▆ ▆▆▆▆▆▆ ▆▆▆ ▆▆▆▆▆▆▆▆ ▆▆▆▆▆ ▆▆▆▆▆▆ ▆▆▆▆ ▆▆▆▆▆▆▆▆▆ ▆▆▆ ▆▆▆▆ ▆▆▆▆▆▆ ▆▆▆▆▆▆▆▆▆ ▆▆▆▆ ▆▆▆▆▆▆▆ ▆▆▆▆ ▆▆▆▆▆▆ ▆▆▆ ▆▆▆▆▆▆▆▆ ▆▆▆▆▆ ▆▆▆▆▆▆ Gebr. Berdux Bahnhofstr. 27. Fernspr. 231. bbox=[342, 229, 501, 412]
vergebung-intro: ▆▆▆▆ ▆▆▆▆▆▆ ▆▆▆▆ ▆▆▆▆▆▆▆▆▆ ▆▆▆ ▆▆▆▆ ▆▆▆▆▆▆ ▆▆▆▆▆▆▆▆▆ ▆▆▆▆ ▆▆▆▆▆▆▆ ▆▆▆▆ ▆▆▆▆▆▆ ▆▆▆ ▆▆▆▆▆▆▆▆ ▆▆▆▆▆ ▆▆▆▆▆▆ bbox=[3, 275, 162, 286]
bottom-city: Frankfurt. bbox=[135, 513, 162, 519]
classified-body: ▆▆▆▆ ▆▆▆▆▆▆ ▆▆▆▆ ▆▆▆▆▆▆▆▆▆ ▆▆▆ ▆▆▆▆ ▆▆▆▆▆▆ ▆▆▆▆▆▆▆▆▆ ▆▆▆▆ ▆▆▆▆▆▆▆ ▆▆▆▆ ▆▆▆▆▆▆ ▆▆▆▆ ▆▆▆▆▆▆▆▆▆ bbox=[241, 461, 338, 482]
classified-body: ▆▆▆▆ ▆▆▆▆▆▆ ▆▆▆▆ ▆▆▆▆▆▆▆▆▆ ▆▆▆ ▆▆▆▆ ▆▆▆▆▆▆ ▆▆▆▆▆▆▆▆▆ ▆▆▆▆ ▆▆▆▆▆▆▆ ▆▆▆▆ ▆▆▆▆▆▆ bbox=[166, 349, 237, 370]
classified-body: ▆▆▆▆ ▆▆▆▆▆▆ ▆▆▆▆ ▆▆▆▆▆▆▆▆▆ ▆▆▆ ▆▆▆▆ ▆▆▆▆▆▆ ▆▆▆▆▆▆▆▆▆ ▆▆▆▆ ▆▆▆▆▆▆▆ ▆▆▆▆ ▆▆▆▆▆▆ bbox=[166, 535, 237, 557]
col3-ad-heading: Optima-Fahrräder bbox=[342, 591, 419, 601]
classified-heading: Schöne 3-Zim.-Wohnung bbox=[173, 398, 229, 415]
ff-title: FrischeFische bbox=[356, 231, 487, 252]
amtliches-heading: Amtliches bbox=[242, 262, 338, 271]
col3-ad-heading: Fisch-u. Seefische bbox=[342, 414, 419, 423]
film2-title: Die feindlichen Brüder bbox=[18, 157, 147, 169]
classified-body: ▆▆▆▆ ▆▆▆▆▆▆ ▆▆▆▆ ▆▆▆▆▆▆▆▆▆ ▆▆▆ ▆▆▆▆ ▆▆▆▆▆▆ ▆▆▆▆▆▆▆▆▆ ▆▆▆▆ ▆▆▆▆▆▆▆ ▆▆▆▆ ▆▆▆▆▆▆ bbox=[166, 171, 237, 192]
klavier-title: Klavierunterricht bbox=[362, 97, 481, 114]
classified-heading: Koch-Lehrling bbox=[263, 331, 317, 340]
price-item: Wirsinkraut, bbox=[35, 303, 67, 310]
classified-body: ▆▆▆▆ ▆▆▆▆▆▆ ▆▆▆▆ ▆▆▆▆▆▆▆▆▆ ▆▆▆ ▆▆▆▆ ▆▆▆▆▆▆ ▆▆▆▆▆▆▆▆▆ ▆▆▆▆ ▆▆▆▆▆▆▆ ▆▆▆▆ ▆▆▆▆▆▆ bbox=[166, 207, 237, 228]
classified-body: ▆▆▆▆ ▆▆▆▆▆▆ ▆▆▆▆ ▆▆▆▆▆▆▆▆▆ ▆▆▆ ▆▆▆▆ ▆▆▆▆▆▆ ▆▆▆▆▆▆▆▆▆ ▆▆▆▆ ▆▆▆▆▆▆▆ ▆▆▆▆ ▆▆▆▆▆▆ ▆▆▆▆ ▆▆▆▆▆▆▆▆▆ bbox=[241, 430, 338, 451]
right-address: Bahnhofstraße bbox=[124, 112, 158, 118]
classified-body: ▆▆▆▆ ▆▆▆▆▆▆ ▆▆▆▆ ▆▆▆▆▆▆▆▆▆ ▆▆▆ ▆▆▆▆ ▆▆▆▆▆▆ ▆▆▆▆▆▆▆▆▆ ▆▆▆▆ ▆▆▆▆▆▆▆ ▆▆▆▆ ▆▆▆▆▆▆ ▆▆▆▆ ▆▆▆▆▆▆▆▆▆ bbox=[241, 580, 338, 601]
ff-vollheringe: Vollheringe bbox=[382, 267, 461, 282]
vergebung-title: Vergebung. bbox=[44, 261, 121, 276]
klavier-sub: hat wieder begonnen. bbox=[377, 114, 466, 124]
classified-heading: Mietgesuche bbox=[166, 594, 237, 603]
classified-body: ▆▆▆▆ ▆▆▆▆▆▆ ▆▆▆▆ ▆▆▆▆▆▆▆▆▆ ▆▆▆ ▆▆▆▆ ▆▆▆▆▆▆ ▆▆▆▆▆▆▆▆▆ ▆▆▆▆ ▆▆▆▆▆▆▆ ▆▆▆▆ ▆▆▆▆▆▆ ▆▆▆▆ ▆▆▆▆▆▆▆▆▆ bbox=[241, 282, 338, 303]
col3-ad-body: ▆▆▆▆ ▆▆▆▆▆▆ ▆▆▆▆ ▆▆▆▆▆▆▆▆▆ ▆▆▆ ▆▆▆▆ ▆▆▆▆▆▆ ▆▆▆▆▆▆▆▆▆ ▆▆▆▆ ▆▆▆▆▆▆▆ ▆▆▆▆ ▆▆▆▆▆▆ ▆▆▆▆ ▆▆▆▆▆▆▆▆▆ ▆▆▆ ▆▆▆▆ ▆▆▆▆▆▆ ▆▆▆▆▆▆▆▆▆ bbox=[342, 512, 419, 544]
classified-body: ▆▆▆▆ ▆▆▆▆▆▆ ▆▆▆▆ ▆▆▆▆▆▆▆▆▆ ▆▆▆ ▆▆▆▆ ▆▆▆▆▆▆ ▆▆▆▆▆▆▆▆▆ ▆▆▆▆ ▆▆▆▆▆▆▆ ▆▆▆▆ ▆▆▆▆▆▆ bbox=[166, 471, 237, 492]
